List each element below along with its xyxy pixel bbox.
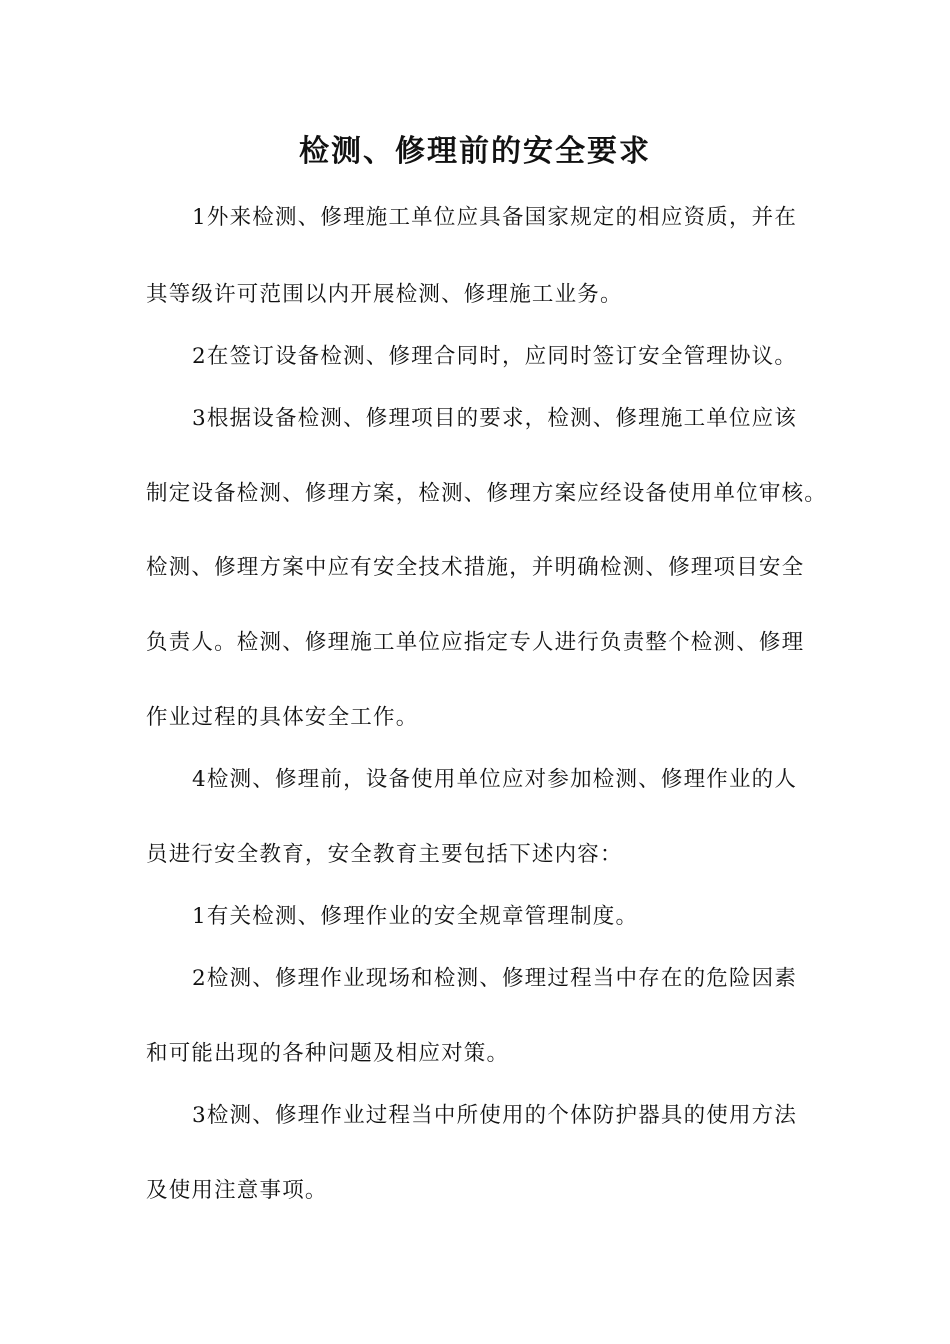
text-line-12: 2检测、修理作业现场和检测、修理过程当中存在的危险因素 xyxy=(192,966,798,991)
text-line-10: 员进行安全教育，安全教育主要包括下述内容： xyxy=(146,842,623,867)
text-line-6: 检测、修理方案中应有安全技术措施，并明确检测、修理项目安全 xyxy=(146,555,805,580)
text-line-7: 负责人。检测、修理施工单位应指定专人进行负责整个检测、修理 xyxy=(146,630,805,655)
text-line-15: 及使用注意事项。 xyxy=(146,1178,328,1203)
page-title: 检测、修理前的安全要求 xyxy=(299,134,651,169)
text-line-1: 1外来检测、修理施工单位应具备国家规定的相应资质，并在 xyxy=(192,205,798,230)
text-line-2: 其等级许可范围以内开展检测、修理施工业务。 xyxy=(146,282,623,307)
text-line-8: 作业过程的具体安全工作。 xyxy=(146,705,419,730)
text-line-9: 4检测、修理前，设备使用单位应对参加检测、修理作业的人 xyxy=(192,767,798,792)
text-line-4: 3根据设备检测、修理项目的要求，检测、修理施工单位应该 xyxy=(192,406,798,431)
text-line-11: 1有关检测、修理作业的安全规章管理制度。 xyxy=(192,904,639,929)
text-line-13: 和可能出现的各种问题及相应对策。 xyxy=(146,1041,510,1066)
text-line-14: 3检测、修理作业过程当中所使用的个体防护器具的使用方法 xyxy=(192,1103,798,1128)
text-line-3: 2在签订设备检测、修理合同时，应同时签订安全管理协议。 xyxy=(192,344,798,369)
text-line-5: 制定设备检测、修理方案，检测、修理方案应经设备使用单位审核。 xyxy=(146,481,828,506)
